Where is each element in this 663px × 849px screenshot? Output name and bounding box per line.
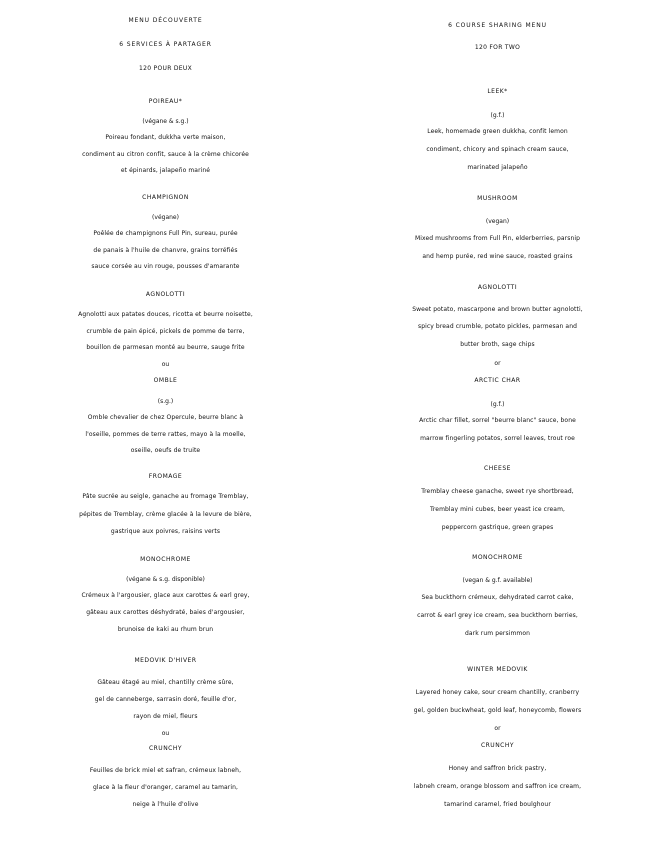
- course-diet-tag: (vegan & g.f. available): [462, 577, 533, 584]
- course-description: marrow fingerling potatos, sorrel leaves, trout roe: [420, 435, 575, 442]
- course-description: gâteau aux carottes déshydraté, baies d'argousier,: [86, 609, 245, 616]
- course-description: condiment, chicory and spinach cream sauce,: [426, 146, 569, 153]
- menu-title-line2: 6 SERVICES À PARTAGER: [119, 41, 212, 48]
- course-description: condiment au citron confit, sauce à la crème chicorée: [82, 151, 249, 158]
- course-title: CHEESE: [484, 465, 511, 472]
- course-diet-tag: (végane & s.g.): [142, 118, 189, 125]
- course-description: Sweet potato, mascarpone and brown butter agnolotti,: [412, 306, 583, 313]
- course-description: tamarind caramel, fried boulghour: [444, 801, 551, 808]
- course-description: rayon de miel, fleurs: [133, 713, 198, 720]
- course-title: ARCTIC CHAR: [474, 377, 521, 384]
- course-description: Poireau fondant, dukkha verte maison,: [105, 134, 226, 141]
- menu-title-line1: MENU DÉCOUVERTE: [128, 17, 203, 24]
- course-diet-tag: (g.f.): [490, 401, 505, 408]
- menu-price: 120 POUR DEUX: [139, 65, 192, 72]
- course-description: de panais à l'huile de chanvre, grains torréfiés: [93, 247, 238, 254]
- course-description: Mixed mushrooms from Full Pin, elderberries, parsnip: [414, 235, 581, 242]
- course-diet-tag: (s.g.): [157, 398, 174, 405]
- course-title: POIREAU*: [148, 98, 183, 105]
- course-description: Feuilles de brick miel et safran, crémeux labneh,: [89, 767, 242, 774]
- course-title: AGNOLOTTI: [477, 284, 518, 291]
- course-description: Layered honey cake, sour cream chantilly, cranberry: [415, 689, 580, 696]
- course-description: Sea buckthorn crémeux, dehydrated carrot cake,: [421, 594, 574, 601]
- course-description: Pâte sucrée au seigle, ganache au fromage Tremblay,: [82, 493, 249, 500]
- course-description: Honey and saffron brick pastry,: [448, 765, 547, 772]
- course-description: neige à l'huile d'olive: [132, 801, 199, 808]
- course-description: marinated jalapeño: [467, 164, 528, 171]
- course-title: LEEK*: [487, 88, 508, 95]
- course-description: gastrique aux poivres, raisins verts: [110, 528, 221, 535]
- course-diet-tag: (g.f.): [490, 112, 505, 119]
- course-description: Arctic char fillet, sorrel "beurre blanc" sauce, bone: [419, 417, 576, 424]
- course-description: Omble chevalier de chez Opercule, beurre blanc à: [87, 414, 244, 421]
- or-separator: or: [494, 360, 501, 367]
- course-title: CRUNCHY: [148, 745, 183, 752]
- course-description: gel, golden buckwheat, gold leaf, honeycomb, flowers: [413, 707, 582, 714]
- course-title: WINTER MEDOVIK: [467, 666, 528, 673]
- course-description: Leek, homemade green dukkha, confit lemon: [427, 128, 568, 135]
- course-description: spicy bread crumble, potato pickles, parmesan and: [417, 323, 578, 330]
- course-diet-tag: (végane & s.g. disponible): [126, 576, 205, 583]
- course-description: brunoise de kaki au rhum brun: [117, 626, 214, 633]
- course-description: Gâteau étagé au miel, chantilly crème sûre,: [97, 679, 234, 686]
- course-diet-tag: (vegan): [485, 218, 510, 225]
- course-description: glace à la fleur d'oranger, caramel au tamarin,: [92, 784, 239, 791]
- menu-title-line1: 6 COURSE SHARING MENU: [448, 22, 547, 29]
- course-description: crumble de pain épicé, pickels de pomme de terre,: [86, 328, 245, 335]
- course-description: dark rum persimmon: [464, 630, 531, 637]
- course-description: and hemp purée, red wine sauce, roasted grains: [422, 253, 573, 260]
- course-description: et épinards, jalapeño mariné: [120, 167, 211, 174]
- or-separator: ou: [161, 361, 170, 368]
- course-description: Poêlée de champignons Full Pin, sureau, purée: [93, 230, 238, 237]
- course-description: Agnolotti aux patates douces, ricotta et beurre noisette,: [78, 311, 253, 318]
- course-description: butter broth, sage chips: [460, 341, 535, 348]
- course-description: oseille, oeufs de truite: [130, 447, 201, 454]
- course-description: Tremblay cheese ganache, sweet rye shortbread,: [421, 488, 574, 495]
- course-title: MUSHROOM: [477, 195, 518, 202]
- course-title: MEDOVIK D'HIVER: [134, 657, 197, 664]
- course-description: peppercorn gastrique, green grapes: [441, 524, 554, 531]
- course-title: CRUNCHY: [480, 742, 515, 749]
- menu-price: 120 FOR TWO: [474, 44, 521, 51]
- course-description: gel de canneberge, sarrasin doré, feuille d'or,: [94, 696, 237, 703]
- course-title: OMBLE: [153, 377, 178, 384]
- course-title: AGNOLOTTI: [145, 291, 186, 298]
- course-title: CHAMPIGNON: [142, 194, 189, 201]
- course-description: l'oseille, pommes de terre rattes, mayo à la moelle,: [85, 431, 246, 438]
- course-title: MONOCHROME: [472, 554, 523, 561]
- course-description: bouillon de parmesan monté au beurre, sauge frite: [86, 344, 245, 351]
- course-title: MONOCHROME: [140, 556, 191, 563]
- course-description: labneh cream, orange blossom and saffron ice cream,: [413, 783, 582, 790]
- course-description: sauce corsée au vin rouge, pousses d'amarante: [91, 263, 240, 270]
- course-description: Tremblay mini cubes, beer yeast ice cream,: [429, 506, 566, 513]
- course-description: pépites de Tremblay, crème glacée à la levure de bière,: [79, 511, 252, 518]
- course-description: Crémeux à l'argousier, glace aux carottes & earl grey,: [81, 592, 250, 599]
- course-title: FROMAGE: [148, 473, 183, 480]
- or-separator: ou: [161, 730, 170, 737]
- course-diet-tag: (végane): [152, 214, 179, 221]
- course-description: carrot & earl grey ice cream, sea buckthorn berries,: [417, 612, 578, 619]
- or-separator: or: [494, 725, 501, 732]
